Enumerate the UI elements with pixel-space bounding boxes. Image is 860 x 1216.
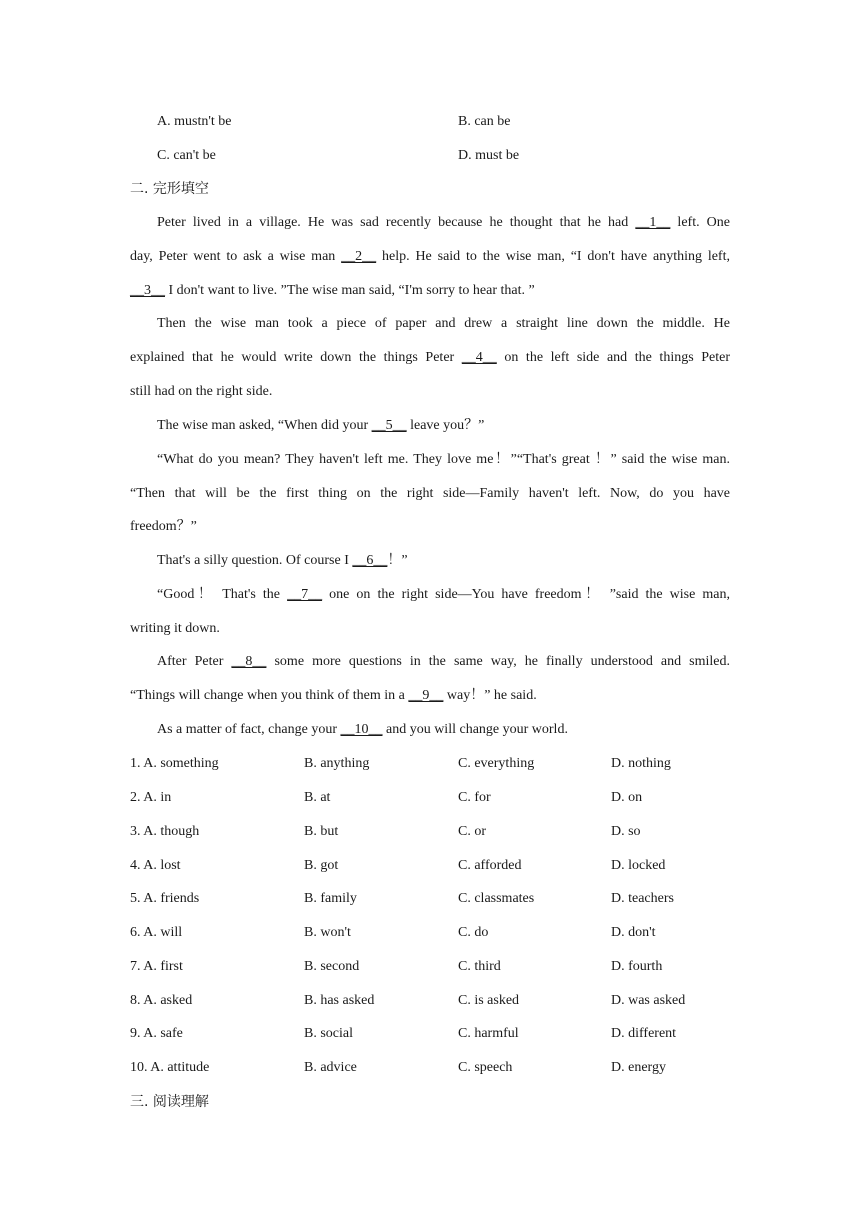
blank-10: __10__ — [340, 722, 383, 737]
passage-line: “Then that will be the first thing on the right side—Family haven't left. Now, do you have — [130, 486, 730, 501]
passage-line: “What do you mean? They haven't left me. They love me！”“That's great ！” said the wise man. — [157, 452, 730, 467]
option-d: D. don't — [611, 925, 656, 940]
section-heading-cloze: 二. 完形填空 — [130, 181, 209, 197]
option-d: D. energy — [611, 1060, 666, 1075]
blank-4: __4__ — [461, 350, 497, 365]
option-b: B. has asked — [304, 993, 375, 1008]
passage-line: __3__ I don't want to live. ”The wise man said, “I'm sorry to hear that. ” — [130, 283, 535, 298]
prev-option-b: B. can be — [458, 114, 511, 129]
option-a: 1. A. something — [130, 756, 219, 771]
passage-line: “Good！ That's the __7__ one on the right side—You have freedom！ ”said the wise man, — [157, 587, 730, 602]
option-c: C. everything — [458, 756, 535, 771]
section-heading-reading: 三. 阅读理解 — [130, 1094, 209, 1110]
option-b: B. second — [304, 959, 360, 974]
prev-option-d: D. must be — [458, 148, 520, 163]
option-a: 5. A. friends — [130, 891, 200, 906]
option-a: 4. A. lost — [130, 858, 181, 873]
passage-line: “Things will change when you think of them in a __9__ way！” he said. — [130, 688, 537, 703]
option-c: C. is asked — [458, 993, 520, 1008]
option-c: C. afforded — [458, 858, 522, 873]
option-a: 8. A. asked — [130, 993, 193, 1008]
option-a: 6. A. will — [130, 925, 183, 940]
option-b: B. got — [304, 858, 339, 873]
blank-6: __6__ — [352, 553, 388, 568]
option-c: C. harmful — [458, 1026, 519, 1041]
option-d: D. on — [611, 790, 643, 805]
blank-8: __8__ — [231, 654, 267, 669]
blank-1: __1__ — [635, 215, 671, 230]
blank-2: __2__ — [341, 249, 377, 264]
option-c: C. do — [458, 925, 489, 940]
option-a: 2. A. in — [130, 790, 172, 805]
passage-line: Then the wise man took a piece of paper and drew a straight line down the middle. He — [157, 316, 730, 331]
passage-line: day, Peter went to ask a wise man __2__ help. He said to the wise man, “I don't have anything left, — [130, 249, 730, 264]
prev-option-c: C. can't be — [157, 148, 216, 163]
option-b: B. but — [304, 824, 339, 839]
passage-line: As a matter of fact, change your __10__ and you will change your world. — [157, 722, 568, 737]
blank-3: __3__ — [130, 283, 165, 298]
option-b: B. anything — [304, 756, 370, 771]
passage-line: After Peter __8__ some more questions in the same way, he finally understood and smiled. — [157, 654, 730, 669]
option-d: D. different — [611, 1026, 677, 1041]
option-b: B. at — [304, 790, 331, 805]
option-d: D. fourth — [611, 959, 663, 974]
option-a: 9. A. safe — [130, 1026, 183, 1041]
passage-line: explained that he would write down the things Peter __4__ on the left side and the things Peter — [130, 350, 730, 365]
option-a: 10. A. attitude — [130, 1060, 210, 1075]
option-d: D. locked — [611, 858, 666, 873]
blank-7: __7__ — [287, 587, 323, 602]
option-c: C. third — [458, 959, 501, 974]
option-d: D. was asked — [611, 993, 686, 1008]
blank-5: __5__ — [371, 418, 407, 433]
option-a: 3. A. though — [130, 824, 200, 839]
option-c: C. or — [458, 824, 486, 839]
option-c: C. classmates — [458, 891, 535, 906]
option-b: B. advice — [304, 1060, 357, 1075]
option-a: 7. A. first — [130, 959, 183, 974]
option-c: C. speech — [458, 1060, 513, 1075]
blank-9: __9__ — [408, 688, 444, 703]
passage-line: writing it down. — [130, 621, 220, 636]
option-d: D. so — [611, 824, 641, 839]
prev-option-a: A. mustn't be — [157, 114, 232, 129]
option-d: D. nothing — [611, 756, 671, 771]
option-b: B. family — [304, 891, 357, 906]
passage-line: The wise man asked, “When did your __5__ leave you？” — [157, 418, 485, 433]
option-d: D. teachers — [611, 891, 674, 906]
passage-line: That's a silly question. Of course I __6__！” — [157, 553, 408, 568]
option-b: B. social — [304, 1026, 353, 1041]
passage-line: Peter lived in a village. He was sad recently because he thought that he had __1__ left. One — [157, 215, 730, 230]
option-c: C. for — [458, 790, 491, 805]
option-b: B. won't — [304, 925, 351, 940]
passage-line: freedom？” — [130, 519, 197, 534]
passage-line: still had on the right side. — [130, 384, 273, 399]
